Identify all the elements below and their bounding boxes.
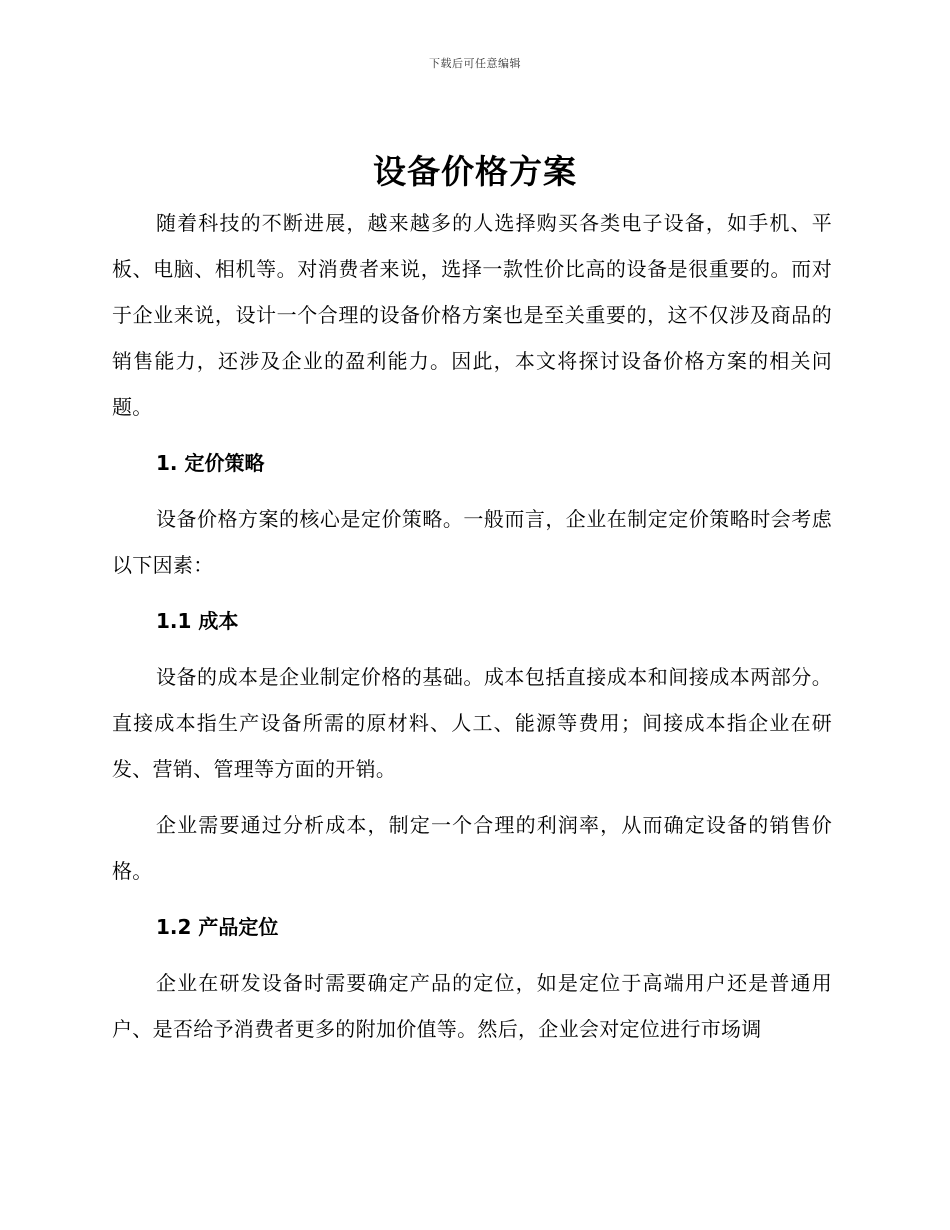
page-title: 设备价格方案	[373, 152, 577, 191]
heading-product-positioning: 1.2 产品定位	[156, 915, 279, 939]
paragraph-product-positioning: 企业在研发设备时需要确定产品的定位，如是定位于高端用户还是普通用户、是否给予消费者更多的附加价值等。然后，企业会对定位进行市场调	[112, 971, 832, 1041]
paragraph-pricing-strategy: 设备价格方案的核心是定价策略。一般而言，企业在制定定价策略时会考虑以下因素：	[112, 507, 832, 577]
paragraph-intro: 随着科技的不断进展，越来越多的人选择购买各类电子设备，如手机、平板、电脑、相机等。对消费者来说，选择一款性价比高的设备是很重要的。而对于企业来说，设计一个合理的设备价格方案也是至关重要的，这不仅涉及商品的销售能力，还涉及企业的盈利能力。因此，本文将探讨设备价格方案的相关问题。	[112, 211, 832, 419]
paragraph-cost-definition: 设备的成本是企业制定价格的基础。成本包括直接成本和间接成本两部分。直接成本指生产设备所需的原材料、人工、能源等费用；间接成本指企业在研发、营销、管理等方面的开销。	[112, 665, 832, 781]
document-body	[112, 200, 832, 1062]
header-note: 下载后可任意编辑	[429, 57, 521, 70]
paragraph-cost-profit: 企业需要通过分析成本，制定一个合理的利润率，从而确定设备的销售价格。	[112, 813, 832, 883]
heading-pricing-strategy: 1. 定价策略	[156, 451, 265, 475]
heading-cost: 1.1 成本	[156, 609, 239, 633]
